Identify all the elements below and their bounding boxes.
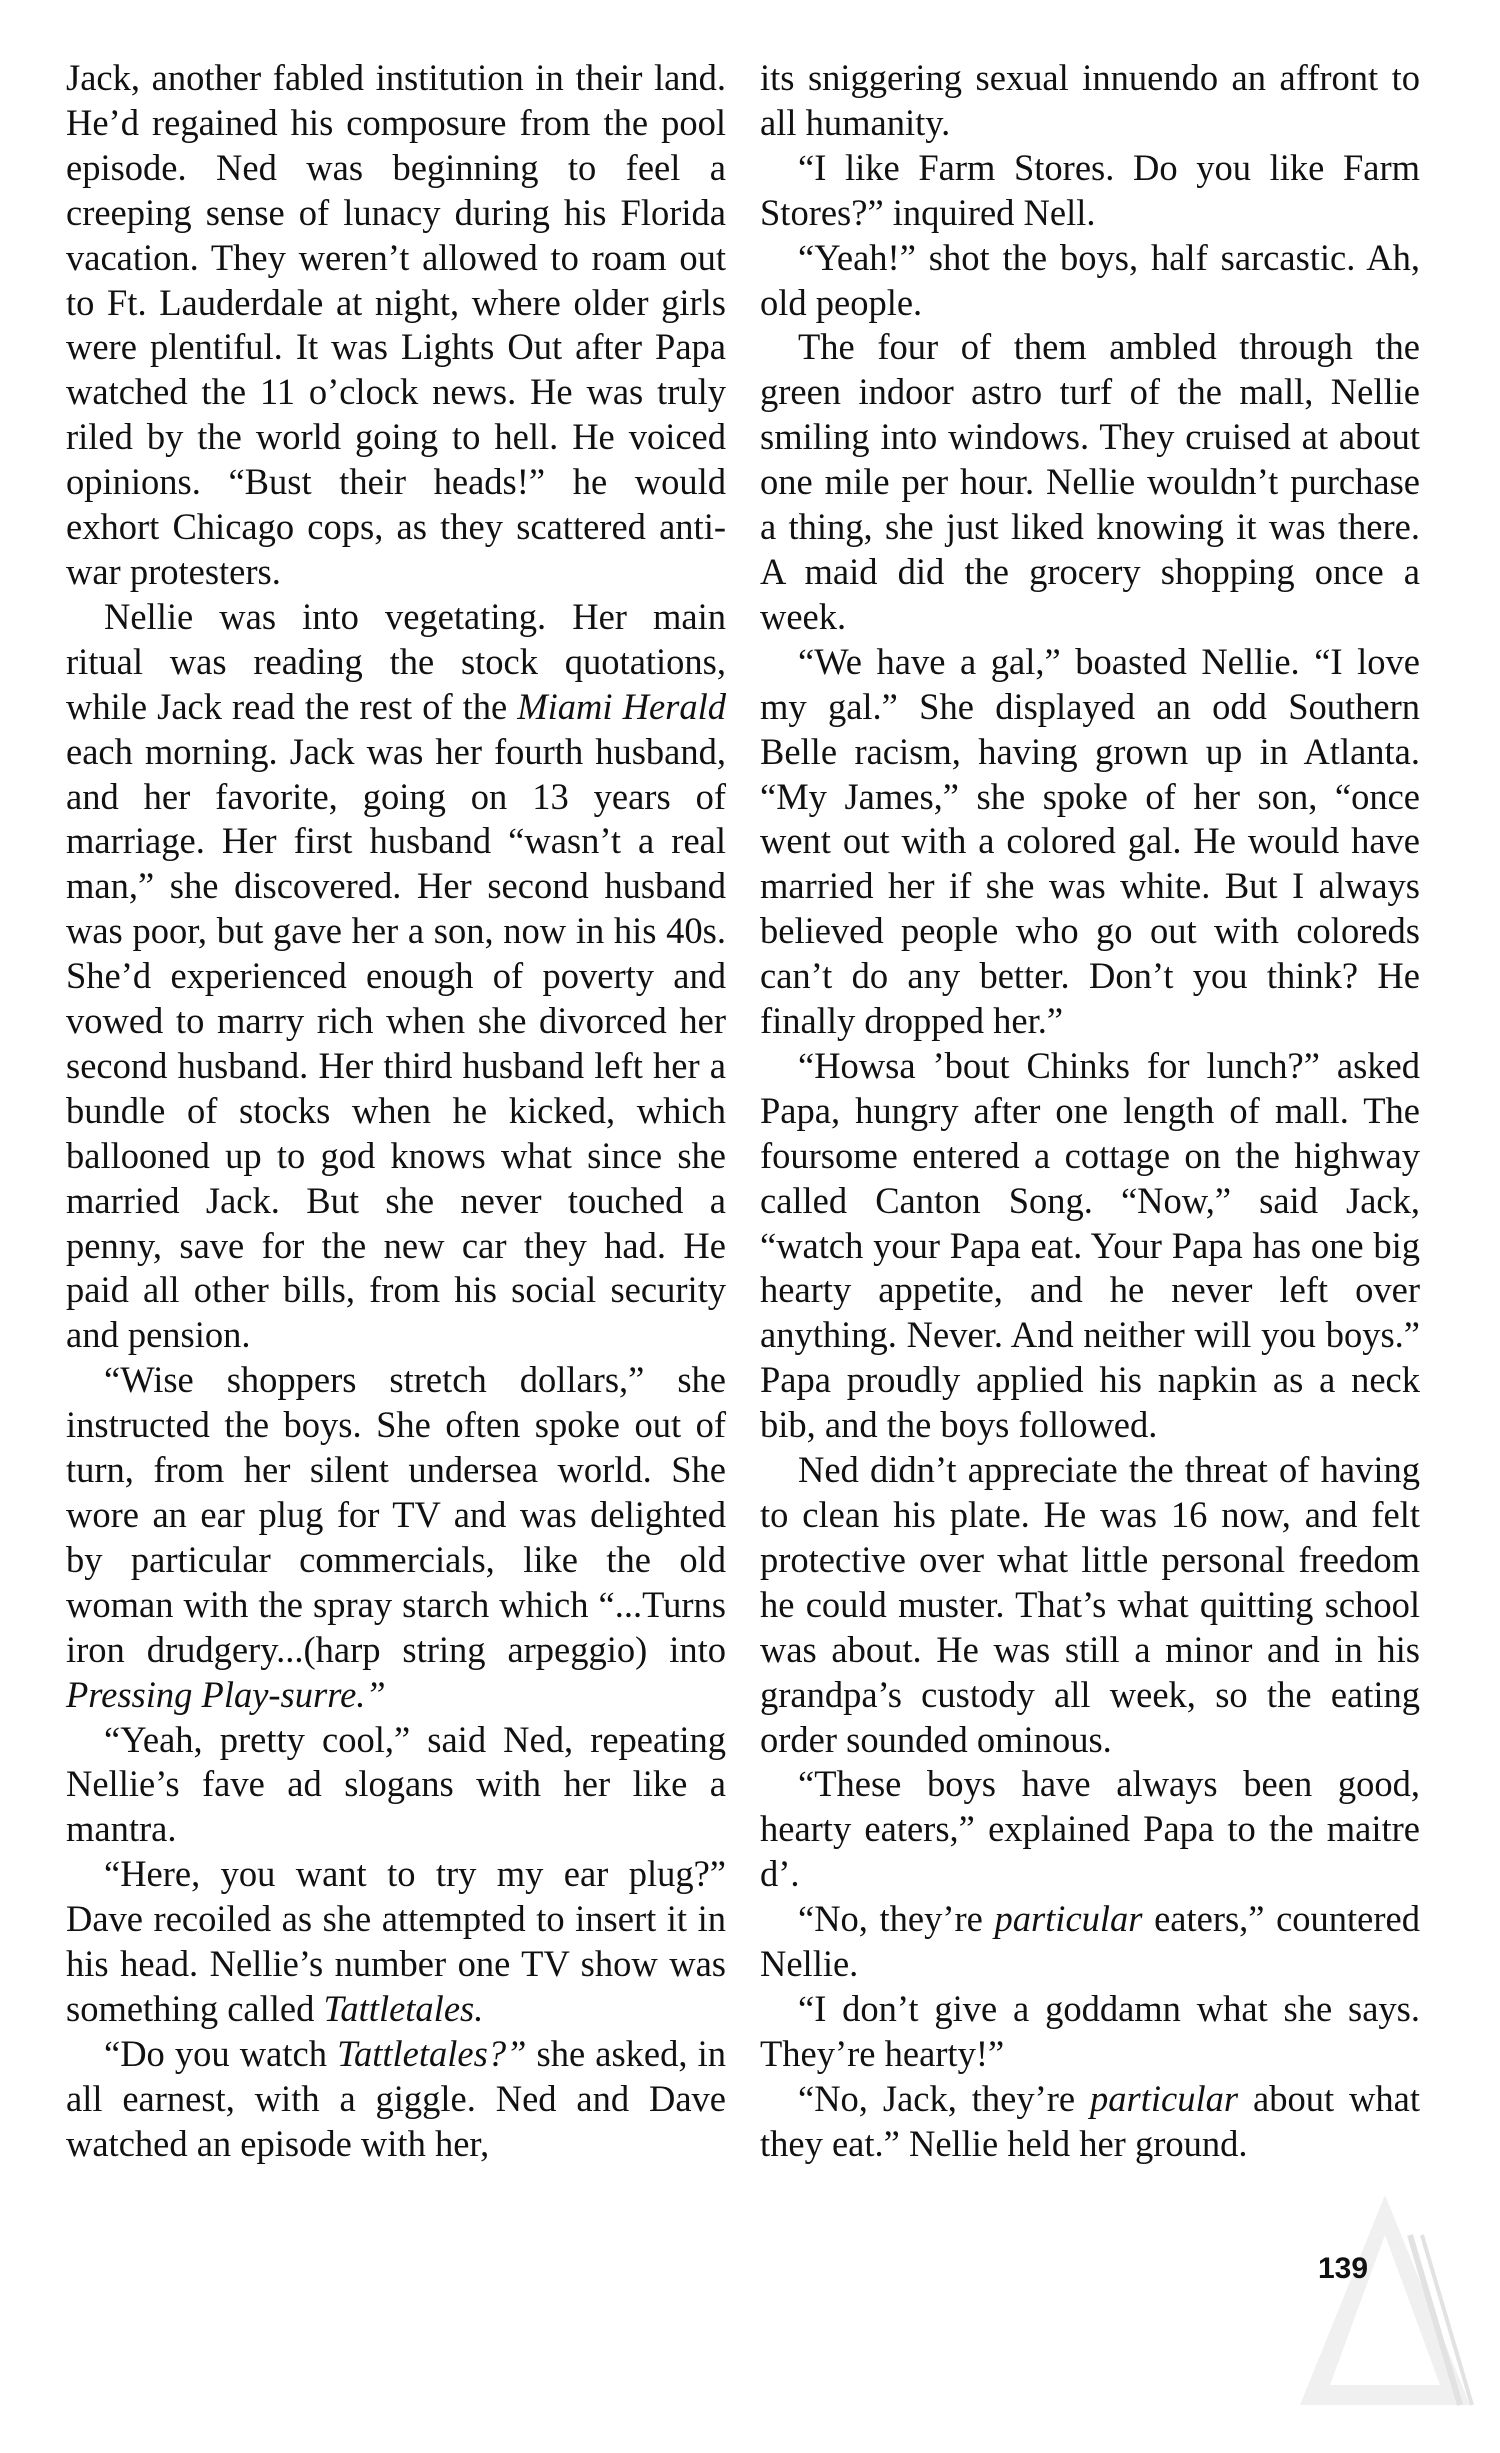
text-run: “No, Jack, they’re xyxy=(798,2077,1091,2119)
paragraph xyxy=(760,56,1420,146)
right-text-column xyxy=(760,56,1420,2167)
italic-text: Miami Herald xyxy=(517,685,726,727)
paragraph xyxy=(760,325,1420,639)
text-run: “No, they’re xyxy=(798,1898,995,1940)
text-run: The four of them ambled through the green indoor astro turf of the mall, Nellie smiling into windows. They cruised at about one mile per hour. Nellie wouldn’t purchase a thing, she just liked knowing it was there. A maid did the grocery shopping once a week. xyxy=(760,326,1420,637)
triangle-logo-icon xyxy=(1290,2175,1480,2415)
left-text-column xyxy=(66,56,726,2167)
paragraph xyxy=(760,1762,1420,1897)
paragraph xyxy=(760,1044,1420,1448)
text-run: “I like Farm Stores. Do you like Farm Stores?” inquired Nell. xyxy=(760,146,1420,233)
paragraph xyxy=(760,640,1420,1044)
text-run: eaters,” countered Nellie. xyxy=(760,1898,1420,1985)
paragraph xyxy=(66,1358,726,1717)
paragraph xyxy=(760,236,1420,326)
italic-text: Tattletales?” xyxy=(337,2032,527,2074)
paragraph xyxy=(760,146,1420,236)
paragraph: Jack, another fabled institution in their land. He’d regained his composure from the pool episode. Ned was beginning to feel a creeping sense of lunacy during his Florida vacation. They weren’t allowed to roam out to Ft. Lauderdale at night, where older girls were plentiful. It was Lights Out after Papa watched the 11 o’clock news. He was truly riled by the world going to hell. He voiced opinions. “Bust their heads!” he would exhort Chicago cops, as they scattered anti-war protesters. xyxy=(66,57,726,592)
text-run: “Do you watch xyxy=(104,2032,338,2074)
text-run: about what they eat.” Nellie held her ground. xyxy=(760,2077,1420,2164)
page-number: 139 xyxy=(1318,2252,1369,2285)
text-run: Nellie was into vegetating. Her main ritual was reading the stock quotations, while Jack read the rest of the xyxy=(66,595,726,727)
text-run: “Yeah!” shot the boys, half sarcastic. Ah, old people. xyxy=(760,236,1420,323)
italic-text: Pressing Play-surre.” xyxy=(66,1673,386,1715)
paragraph xyxy=(66,1852,726,2032)
paragraph xyxy=(66,595,726,1358)
paragraph xyxy=(66,1718,726,1853)
text-run: “Howsa ’bout Chinks for lunch?” asked Papa, hungry after one length of mall. The foursome entered a cottage on the highway called Canton Song. “Now,” said Jack, “watch your Papa eat. Your Papa has one big hearty appetite, and he never left over anything. Never. And neither will you boys.” Papa proudly applied his napkin as a neck bib, and the boys followed. xyxy=(760,1044,1420,1446)
text-run: its sniggering sexual innuendo an affront to all humanity. xyxy=(760,57,1420,143)
paragraph xyxy=(760,2077,1420,2167)
text-run: each morning. Jack was her fourth husband, and her favorite, going on 13 years of marriage. Her first husband “wasn’t a real man,” she discovered. Her second husband was poor, but gave her a son, now in his 40s. She’d experienced enough of poverty and vowed to marry rich when she divorced her second husband. Her third husband left her a bundle of stocks when he kicked, which ballooned up to god knows what since she married Jack. But she never touched a penny, save for the new car they had. He paid all other bills, from his social security and pension. xyxy=(66,730,726,1356)
paragraph xyxy=(760,1987,1420,2077)
text-run: “We have a gal,” boasted Nellie. “I love my gal.” She displayed an odd Southern Belle racism, having grown up in Atlanta. “My James,” she spoke of her son, “once went out with a colored gal. He would have married her if she was white. But I always believed people who go out with coloreds can’t do any better. Don’t you think? He finally dropped her.” xyxy=(760,640,1420,1042)
text-run: Ned didn’t appreciate the threat of having to clean his plate. He was 16 now, and felt protective over what little personal freedom he could muster. That’s what quitting school was about. He was still a minor and in his grandpa’s custody all week, so the eating order sounded ominous. xyxy=(760,1449,1420,1760)
text-run: “Yeah, pretty cool,” said Ned, repeating Nellie’s fave ad slogans with her like a mantra. xyxy=(66,1718,726,1850)
paragraph xyxy=(760,1448,1420,1762)
paragraph xyxy=(760,1897,1420,1987)
text-run: “Here, you want to try my ear plug?” Dave recoiled as she attempted to insert it in his head. Nellie’s number one TV show was something called xyxy=(66,1853,726,2029)
paragraph xyxy=(66,2032,726,2167)
text-run: “Wise shoppers stretch dollars,” she instructed the boys. She often spoke out of turn, from her silent undersea world. She wore an ear plug for TV and was delighted by particular commercials, like the old woman with the spray starch which “...Turns iron drudgery...(harp string arpeggio) into xyxy=(66,1359,726,1670)
italic-text: particular xyxy=(994,1898,1143,1940)
italic-text: particular xyxy=(1090,2077,1239,2119)
text-run: “I don’t give a goddamn what she says. They’re hearty!” xyxy=(760,1987,1420,2074)
text-run: “These boys have always been good, hearty eaters,” explained Papa to the maitre d’. xyxy=(760,1763,1420,1895)
text-run: she asked, in all earnest, with a giggle. Ned and Dave watched an episode with her, xyxy=(66,2032,726,2164)
italic-text: Tattletales. xyxy=(323,1987,484,2029)
